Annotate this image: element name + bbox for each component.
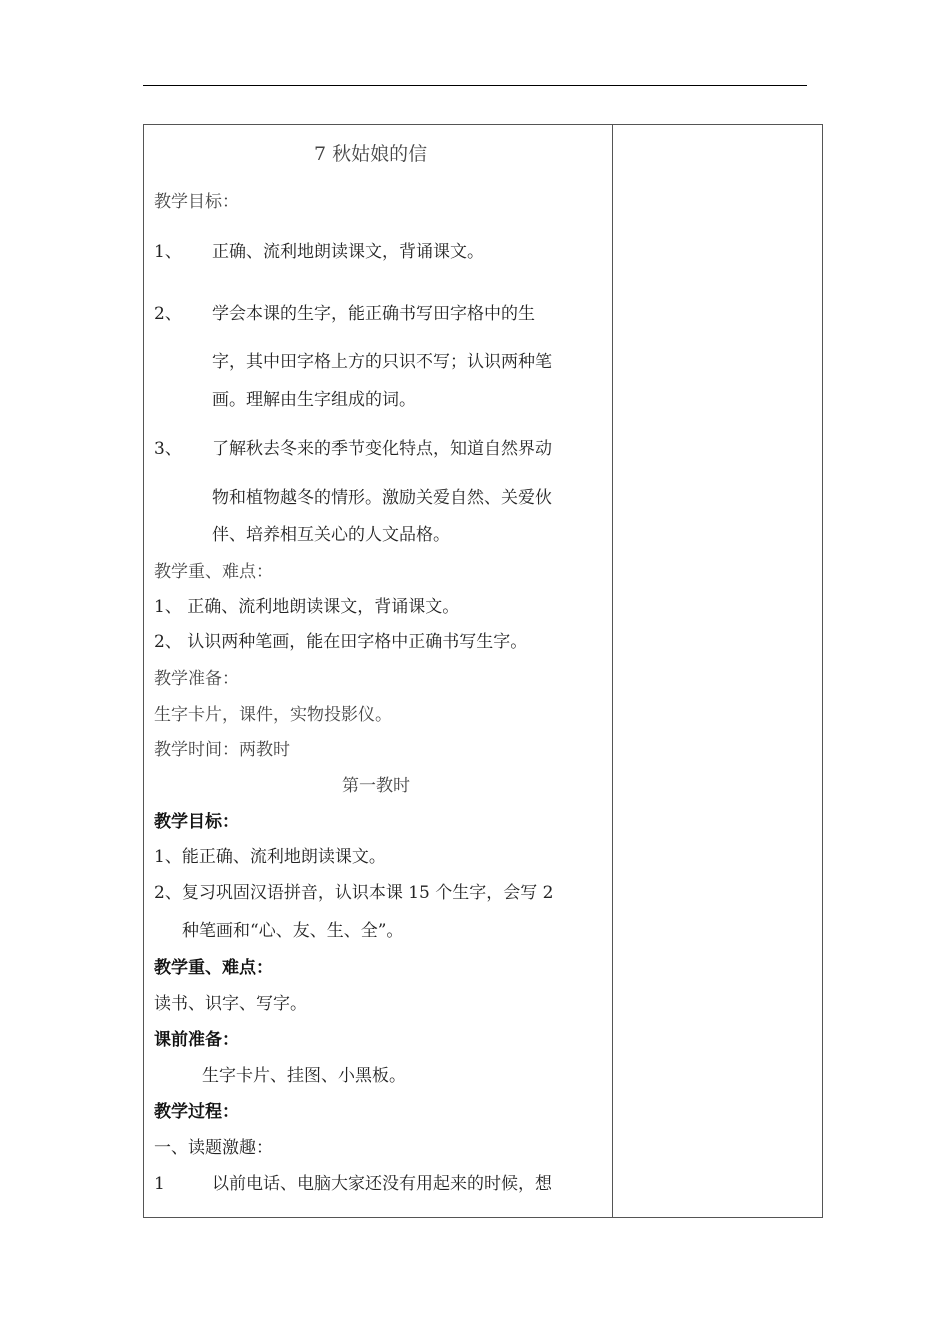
lesson-plan-table xyxy=(143,124,823,1218)
goal-2-line-3: 画。理解由生字组成的词。 xyxy=(212,390,416,410)
key-point-1: 1、 正确、流利地朗读课文，背诵课文。 xyxy=(154,597,460,617)
time-text: 教学时间：两教时 xyxy=(154,740,290,760)
goal-number-2: 2、 xyxy=(154,304,182,324)
goal-3-line-3: 伴、培养相互关心的人文品格。 xyxy=(212,525,450,545)
goal-3-line-1: 了解秋去冬来的季节变化特点，知道自然界动 xyxy=(212,439,552,459)
lesson-goals-label: 教学目标： xyxy=(154,812,239,832)
lesson-process-label: 教学过程： xyxy=(154,1102,239,1122)
prep-label: 教学准备： xyxy=(154,669,239,689)
notes-cell xyxy=(613,125,822,1217)
prep-text: 生字卡片，课件，实物投影仪。 xyxy=(154,705,392,725)
main-content-cell xyxy=(144,125,612,1217)
lesson-prep-label: 课前准备： xyxy=(154,1030,239,1050)
lesson-goal-2: 2、复习巩固汉语拼音，认识本课 15 个生字，会写 2 xyxy=(154,883,554,903)
goal-2-line-1: 学会本课的生字，能正确书写田字格中的生 xyxy=(212,304,535,324)
goals-label: 教学目标： xyxy=(154,192,239,212)
goal-2-line-2: 字，其中田字格上方的只识不写；认识两种笔 xyxy=(212,352,552,372)
goal-number-1: 1、 xyxy=(154,242,182,262)
lesson-key-text: 读书、识字、写字。 xyxy=(154,994,307,1014)
lesson-key-label: 教学重、难点： xyxy=(154,958,273,978)
lesson-goal-2-continued: 种笔画和“心、友、生、全”。 xyxy=(182,921,404,941)
goal-number-3: 3、 xyxy=(154,439,182,459)
lesson-heading: 第一教时 xyxy=(342,776,410,796)
process-step-1-number: 1 xyxy=(154,1174,165,1194)
goal-3-line-2: 物和植物越冬的情形。激励关爱自然、关爱伙 xyxy=(212,488,552,508)
lesson-prep-text: 生字卡片、挂图、小黑板。 xyxy=(202,1066,406,1086)
lesson-title: 7 秋姑娘的信 xyxy=(314,143,428,165)
page-header-rule xyxy=(143,85,807,86)
key-points-label: 教学重、难点： xyxy=(154,562,273,582)
lesson-goal-1: 1、能正确、流利地朗读课文。 xyxy=(154,847,386,867)
process-section-1: 一、读题激趣： xyxy=(154,1138,273,1158)
goal-1-line-1: 正确、流利地朗读课文，背诵课文。 xyxy=(212,242,484,262)
key-point-2: 2、 认识两种笔画，能在田字格中正确书写生字。 xyxy=(154,632,528,652)
process-step-1-text: 以前电话、电脑大家还没有用起来的时候，想 xyxy=(212,1174,552,1194)
